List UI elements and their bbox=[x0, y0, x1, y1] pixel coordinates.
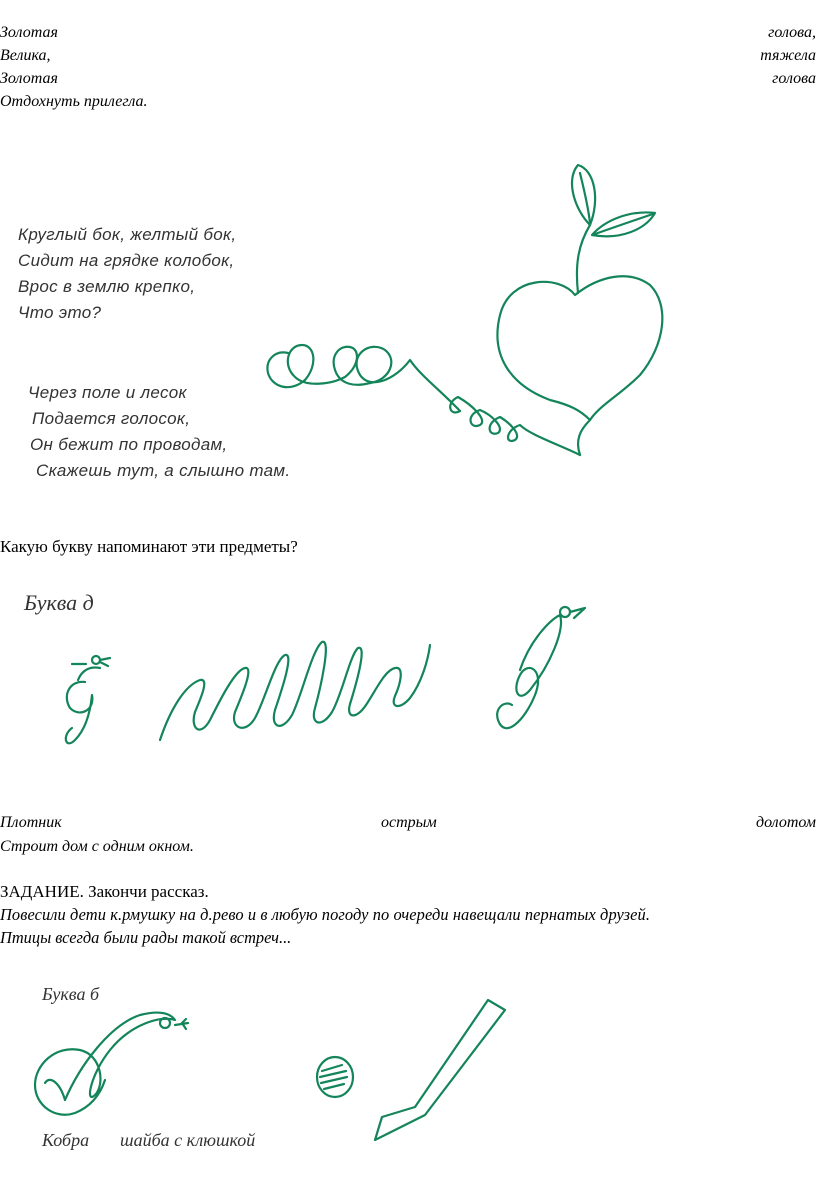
bird-head bbox=[78, 668, 100, 681]
poem1-line1-left: Золотая bbox=[0, 24, 58, 41]
hockey-stick-icon bbox=[375, 1000, 505, 1140]
letter-b-drawing bbox=[10, 995, 530, 1145]
poem1-line4-text: Отдохнуть прилегла. bbox=[0, 93, 148, 110]
poem1-line3-right: голова bbox=[772, 70, 816, 87]
caption-cobra: Кобра bbox=[42, 1130, 90, 1150]
bird-eye-icon bbox=[92, 656, 100, 664]
poem2-word3: долотом bbox=[755, 814, 816, 831]
poem2-word1: Плотник bbox=[0, 814, 62, 831]
turnip-body bbox=[497, 276, 662, 420]
turnip-phone-drawing bbox=[260, 155, 680, 465]
riddle-turnip-line: Что это? bbox=[18, 303, 102, 322]
phone-cord bbox=[450, 397, 580, 455]
poem2-word2: острым bbox=[380, 814, 437, 831]
task-line1: Повесили дети к.рмушку на д.рево и в любую погоду по очереди навещали пернатых друзей. bbox=[0, 905, 651, 924]
riddle-turnip bbox=[18, 222, 236, 326]
riddle-phone-line: Через поле и лесок bbox=[28, 383, 187, 402]
bird-beak bbox=[100, 658, 110, 666]
parrot-letter-d bbox=[497, 615, 561, 728]
poem1-line1 bbox=[0, 24, 816, 48]
caption-puck: шайба с клюшкой bbox=[120, 1130, 256, 1150]
poem1-line4 bbox=[0, 93, 816, 117]
poem2-line2 bbox=[0, 838, 816, 862]
poem2-line2-text: Строит дом с одним окном. bbox=[0, 838, 194, 855]
letter-d-drawing bbox=[50, 600, 610, 760]
poem1-line3-left: Золотая bbox=[0, 70, 58, 87]
cobra-body-inner bbox=[45, 1080, 65, 1100]
cobra-tongue bbox=[175, 1019, 188, 1029]
cursive-d-chain bbox=[160, 642, 430, 740]
riddle-phone-line: Он бежит по проводам, bbox=[30, 435, 228, 454]
puck-hatching bbox=[320, 1065, 347, 1089]
phone-cord bbox=[267, 345, 370, 387]
task-line2: Птицы всегда были рады такой встреч... bbox=[0, 928, 292, 947]
parrot-beak bbox=[570, 608, 585, 618]
turnip-leaf bbox=[572, 165, 595, 225]
poem1-line2 bbox=[0, 47, 816, 71]
bird-letter-d bbox=[66, 682, 93, 744]
poem1-line1-right: голова, bbox=[768, 24, 816, 41]
poem2-line1 bbox=[0, 814, 816, 838]
turnip-stem bbox=[577, 225, 590, 293]
task-heading: ЗАДАНИЕ. Закончи рассказ. bbox=[0, 882, 209, 901]
phone-cord bbox=[578, 420, 590, 455]
phone-cord bbox=[357, 347, 460, 411]
riddle-phone-line: Скажешь тут, а слышно там. bbox=[36, 461, 291, 480]
question-text: Какую букву напоминают эти предметы? bbox=[0, 537, 298, 556]
riddle-phone bbox=[28, 380, 290, 484]
poem1-line2-right: тяжела bbox=[760, 47, 816, 64]
letter-d-caption: Буква д bbox=[24, 590, 94, 615]
poem1-line2-left: Велика, bbox=[0, 47, 51, 64]
riddle-turnip-line: Круглый бок, желтый бок, bbox=[18, 225, 237, 244]
letter-b-caption: Буква б bbox=[42, 984, 100, 1004]
riddle-phone-line: Подается голосок, bbox=[32, 409, 191, 428]
poem1-line3 bbox=[0, 70, 816, 94]
cobra-body bbox=[35, 1013, 175, 1115]
parrot-eye-icon bbox=[560, 607, 570, 617]
riddle-turnip-line: Сидит на грядке колобок, bbox=[18, 251, 235, 270]
riddle-turnip-line: Врос в землю крепко, bbox=[18, 277, 196, 296]
